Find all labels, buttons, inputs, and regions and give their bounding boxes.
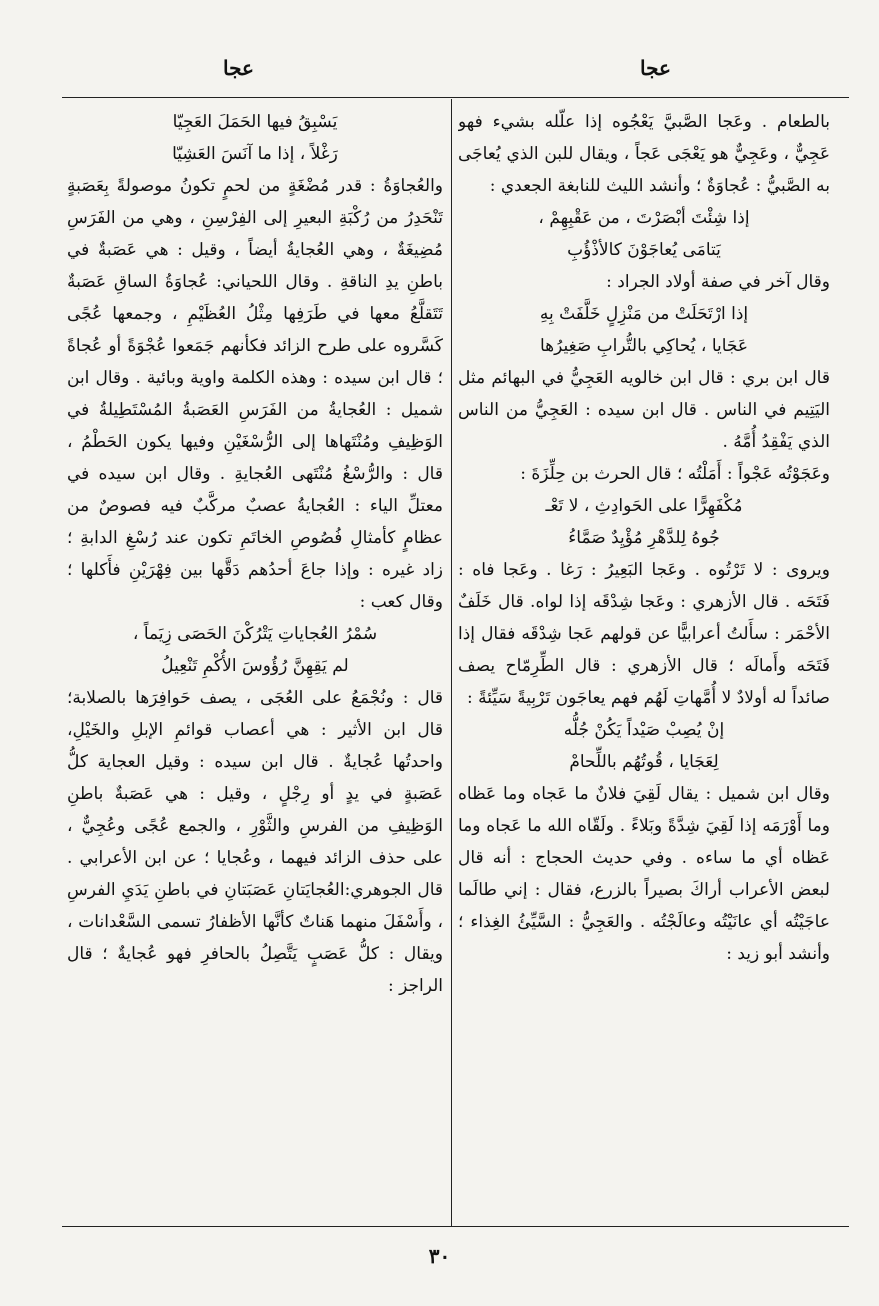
paragraph: ويروى : لا تَرْتُوه . وعَجا البَعِيرُ : رَغا . وعَجا فاه : فَتَحَه . قال الأزهري : وعَجا شِدْقَه إذا لواه. قال خَلَفٌ الأحْمَر : سأَلتُ أعرابيًّا عن قولهم عَجا شِدْقَه فقال إذا فَتَحَه وأَمالَه ؛ قال الأزهري : قال الطِّرِمّاح يصف صائداً له أولادٌ لا أُمَّهاتِ لَهُم فهم يعاجَون تَرْبِيةً سَيِّئةً : [458, 560, 830, 708]
verse-line: إذا ارْتَحَلَتْ من مَنْزِلٍ خَلَّفَتْ بِهِ [539, 304, 749, 324]
paragraph: قال ابن بري : قال ابن خالويه العَجِيُّ في البهائم مثل اليَتِيم في الناس . قال ابن سيده : العَجِيُّ من الناس الذي يَفْقِدُ أُمَّهُ . [458, 368, 830, 452]
paragraph: والعُجاوَةُ : قدر مُضْغَةٍ من لحمٍ تكونُ موصولةً بِعَصَبةٍ تَنْحَدِرُ من رُكْبَةِ البعيرِ إلى الفِرْسِنِ ، وهي من الفَرَسِ مُضِيغَةٌ ، وهي العُجايةُ أيضاً ، وقيل : هي عَصَبةٌ في باطنِ يدِ الناقةِ . وقال اللحياني: عُجاوَةُ الساقِ عَصَبةٌ تَتَقلَّعُ معها في طَرَفِها مِثْلُ العُظَيْمِ ، وجمعها عُجًى كَسَّروه على طرح الزائد فكأنهم جَمَعوا عُجْوَةً أو عُجاةً ؛ قال ابن سيده : وهذه الكلمة واوية وبائية . وقال ابن شميل : العُجايةُ من الفَرَسِ العَصَبةُ المُسْتَطِيلةُ في الوَظِيفِ ومُنْتَهاها إلى الرُّسْغَيْنِ وفيها يكون الحَطْمُ ، قال : والرُّسْغُ مُنْتَهى العُجايةِ . وقال ابن سيده في معتلِّ الياء : العُجايةُ عصبٌ مركَّبٌ فيه فصوصٌ من عظامٍ كأمثالِ فُصُوصِ الخاتَمِ تكون عند رُسْغِ الدابةِ ؛ زاد غيره : وإذا جاعَ أحدُهم دَقَّها بين فِهْرَيْنِ فأَكلها ؛ وقال كعب : [67, 176, 443, 612]
verse-line: يَسْبِقُ فيها الحَمَلَ العَجِيّا [172, 112, 338, 132]
top-rule [62, 97, 849, 98]
header-left: عجا [223, 56, 254, 80]
verse-line: عَجَايا ، يُحاكِي بالتُّرابِ صَغِيرُها [539, 336, 749, 356]
verse-line: لِعَجَايا ، قُوتُهُم باللِّحامْ [569, 752, 719, 772]
paragraph: وعَجَوْتُه عَجْواً : أَمَلْتُه ؛ قال الحرث بن حِلِّزَةَ : [520, 464, 830, 484]
paragraph: وقال آخر في صفة أولاد الجراد : [606, 272, 830, 292]
paragraph: قال : ونُجْمَعُ على العُجَى ، يصف حَوافِرَها بالصلابة؛ قال ابن الأثير : هي أعصاب قوائمِ الإبلِ والخَيْلِ، واحدتُها عُجايةٌ . قال ابن سيده : وقيل العجاية كلُّ عَصَبةٍ في يدٍ أو رِجْلٍ ، وقيل : هي عَصَبةٌ باطنِ الوَظِيفِ من الفرسِ والثَّوْرِ ، والجمع عُجًى وعُجِيٌّ ، على حذف الزائد فيهما ، وعُجايا ؛ عن ابن الأعرابي . قال الجوهري:العُجايَتانِ عَصَبَتانِ في باطنِ يَدَيِ الفرسِ ، وأَسْفَلَ منهما هَناتٌ كأنَّها الأظفارُ تسمى السَّعْدانات ، ويقال : كلُّ عَصَبٍ يَتَّصِلُ بالحافرِ فهو عُجايةٌ ؛ قال الراجز : [67, 688, 443, 996]
verse-line: سُمْرُ العُجاياتِ يَتْرُكْنَ الحَصَى زِيَماً ، [132, 624, 378, 644]
bottom-rule [62, 1226, 849, 1227]
verse-line: مُكْفَهِرًّا على الحَوادِثِ ، لا تَعْـ [545, 496, 743, 516]
right-column [458, 106, 830, 1224]
verse-line: جُوهُ لِلدَّهْرِ مُؤْيِدٌ صَمَّاءُ [568, 528, 720, 548]
verse-line: رَغْلاً ، إذا ما آنَسَ العَشِيّا [172, 144, 338, 164]
paragraph: بالطعام . وعَجا الصَّبيَّ يَعْجُوه إذا علّله بشيء فهو عَجِيٌّ ، وعَجِيٌّ هو يَعْجَى عَجاً ، ويقال للبن الذي يُعاجَى به الصَّبيُّ : عُجاوَةٌ ؛ وأنشد الليث للنابغة الجعدي : [458, 112, 830, 196]
paragraph: وقال ابن شميل : يقال لَقِيَ فلانٌ ما عَجاه وما عَظاه وما أَوْرَمَه إذا لَقِيَ شِدَّةً وبَلاءً . ولَقّاه الله ما عَجاه وما عَظاه أي ما ساءه . وفي حديث الحجاج : أنه قال لبعض الأعراب أراكَ بصيراً بالزرع، فقال : إني طالَما عاجَيْتُه أي عانَيْتُه وعالَجْتُه . والعَجِيُّ : السَّيِّئُ الغِذاء ؛ وأنشد أبو زيد : [458, 784, 830, 964]
column-divider [451, 99, 452, 1226]
header-right: عجا [640, 56, 671, 80]
verse-line: يَتامَى يُعاجَوْنَ كالأذْؤُبِ [567, 240, 721, 260]
page-number: ٣٠ [428, 1244, 451, 1268]
left-column [67, 106, 443, 1224]
verse-line: إذا شِئْتَ أبْصَرْتَ ، من عَقْبِهِمْ ، [538, 208, 750, 228]
verse-line: إنْ يُصِبْ صَيْداً يَكُنْ جُلُّه [563, 720, 725, 740]
verse-line: لم يَقِهِنَّ رُؤُوسَ الأُكْمِ تَنْعِيلُ [161, 656, 349, 676]
